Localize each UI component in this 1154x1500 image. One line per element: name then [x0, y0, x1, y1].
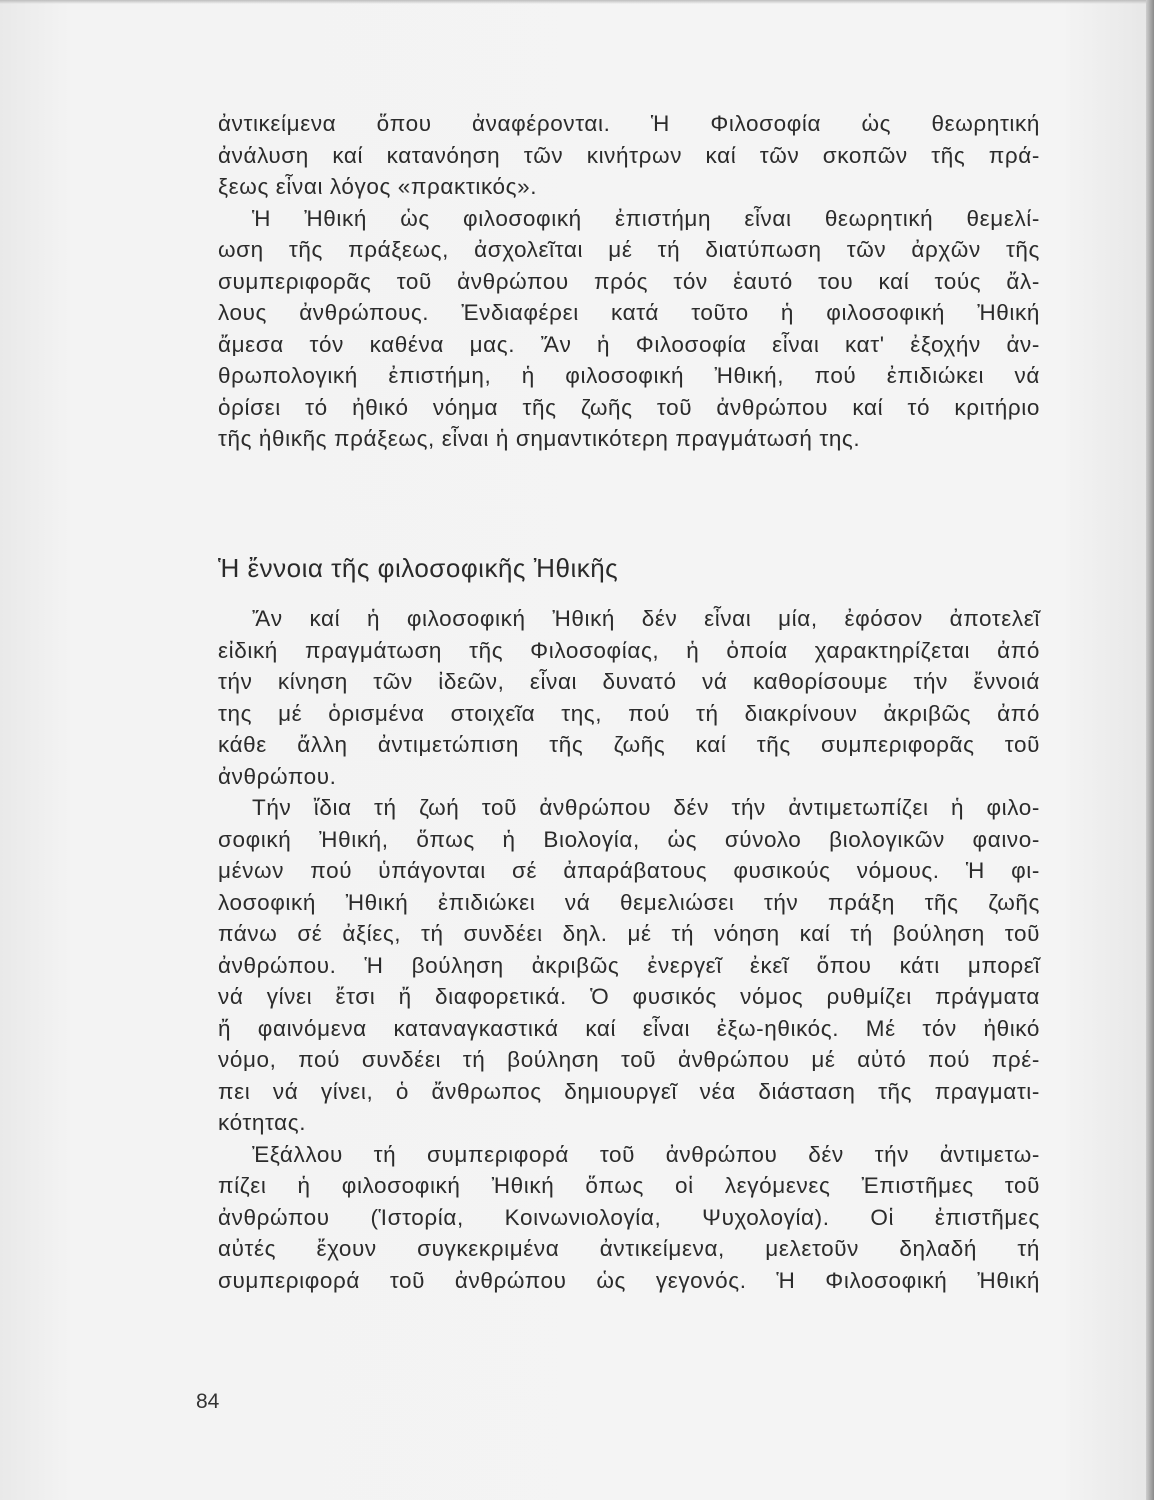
text-line: θρωπολογική ἐπιστήμη, ἡ φιλοσοφική Ἠθική, πού ἐπιδιώκει νά [218, 363, 1040, 388]
text-line: πάνω σέ ἀξίες, τή συνδέει δηλ. μέ τή νόηση καί τή βούληση τοῦ [218, 921, 1040, 946]
text-line: πει νά γίνει, ὁ ἄνθρωπος δημιουργεῖ νέα διάσταση τῆς πραγματι- [218, 1078, 1040, 1104]
text-line: αὐτές ἔχουν συγκεκριμένα ἀντικείμενα, μελετοῦν δηλαδή τή [218, 1236, 1040, 1261]
text-line: ἀνθρώπου (Ἱστορία, Κοινωνιολογία, Ψυχολογία). Οἱ ἐπιστῆμες [218, 1204, 1040, 1230]
text-line: πίζει ἡ φιλοσοφική Ἠθική ὅπως οἱ λεγόμενες Ἐπιστῆμες τοῦ [218, 1173, 1040, 1198]
text-line: Τήν ἴδια τή ζωή τοῦ ἀνθρώπου δέν τήν ἀντιμετωπίζει ἡ φιλο- [252, 795, 1040, 820]
text-line: νά γίνει ἔτσι ἤ διαφορετικά. Ὁ φυσικός νόμος ρυθμίζει πράγματα [218, 984, 1040, 1009]
paragraph-block-top [218, 108, 1040, 455]
text-line: ξεως εἶναι λόγος «πρακτικός». [218, 174, 538, 199]
text-line: μένων πού ὑπάγονται σέ ἀπαράβατους φυσικούς νόμους. Ἡ φι- [218, 858, 1040, 883]
text-line: ἀντικείμενα ὅπου ἀναφέρονται. Ἡ Φιλοσοφία ὡς θεωρητική [218, 111, 1040, 136]
text-line: συμπεριφορᾶς τοῦ ἀνθρώπου πρός τόν ἑαυτό του καί τούς ἄλ- [218, 268, 1040, 294]
text-line: ἀνθρώπου. Ἡ βούληση ἀκριβῶς ἐνεργεῖ ἐκεῖ ὅπου κάτι μπορεῖ [218, 952, 1040, 978]
text-line: ἀνάλυση καί κατανόηση τῶν κινήτρων καί τῶν σκοπῶν τῆς πρά- [218, 142, 1040, 168]
text-line: σοφική Ἠθική, ὅπως ἡ Βιολογία, ὡς σύνολο βιολογικῶν φαινο- [218, 826, 1040, 852]
text-line: της μέ ὁρισμένα στοιχεῖα της, πού τή διακρίνουν ἀκριβῶς ἀπό [218, 700, 1040, 726]
text-line: ὁρίσει τό ἠθικό νόημα τῆς ζωῆς τοῦ ἀνθρώπου καί τό κριτήριο [218, 394, 1040, 420]
text-line: Ἐξάλλου τή συμπεριφορά τοῦ ἀνθρώπου δέν τήν ἀντιμετω- [252, 1141, 1040, 1167]
text-line: ωση τῆς πράξεως, ἀσχολεῖται μέ τή διατύπωση τῶν ἀρχῶν τῆς [218, 237, 1040, 262]
page-top-edge [0, 0, 1154, 4]
text-line: λοσοφική Ἠθική ἐπιδιώκει νά θεμελιώσει τήν πράξη τῆς ζωῆς [218, 889, 1040, 915]
text-line: Ἡ Ἠθική ὡς φιλοσοφική ἐπιστήμη εἶναι θεωρητική θεμελί- [252, 205, 1040, 231]
text-line: τῆς ἠθικῆς πράξεως, εἶναι ἡ σημαντικότερη πραγμάτωσή της. [218, 426, 861, 451]
text-line: Ἄν καί ἡ φιλοσοφική Ἠθική δέν εἶναι μία, ἐφόσον ἀποτελεῖ [252, 606, 1040, 631]
text-line: συμπεριφορά τοῦ ἀνθρώπου ὡς γεγονός. Ἡ Φιλοσοφική Ἠθική [218, 1267, 1040, 1293]
page-number: 84 [196, 1390, 220, 1413]
text-line: ἄμεσα τόν καθένα μας. Ἄν ἡ Φιλοσοφία εἶναι κατ' ἐξοχήν ἀν- [218, 331, 1040, 357]
section-heading: Ἡ ἔννοια τῆς φιλοσοφικῆς Ἠθικῆς [218, 553, 619, 583]
text-line: κότητας. [218, 1110, 307, 1135]
text-line: εἰδική πραγμάτωση τῆς Φιλοσοφίας, ἡ ὁποία χαρακτηρίζεται ἀπό [218, 637, 1040, 663]
text-line: λους ἀνθρώπους. Ἐνδιαφέρει κατά τοῦτο ἡ φιλοσοφική Ἠθική [218, 300, 1040, 325]
text-line: τήν κίνηση τῶν ἰδεῶν, εἶναι δυνατό νά καθορίσουμε τήν ἔννοιά [218, 669, 1040, 694]
text-line: ἀνθρώπου. [218, 763, 337, 789]
paragraph-block-main [218, 603, 1040, 1296]
page-binding-edge [1146, 0, 1154, 1500]
text-line: νόμο, πού συνδέει τή βούληση τοῦ ἀνθρώπου μέ αὐτό πού πρέ- [218, 1047, 1040, 1072]
text-line: ἤ φαινόμενα καταναγκαστικά καί εἶναι ἐξω-ηθικός. Μέ τόν ἠθικό [218, 1015, 1040, 1041]
text-line: κάθε ἄλλη ἀντιμετώπιση τῆς ζωῆς καί τῆς συμπεριφορᾶς τοῦ [218, 732, 1040, 757]
